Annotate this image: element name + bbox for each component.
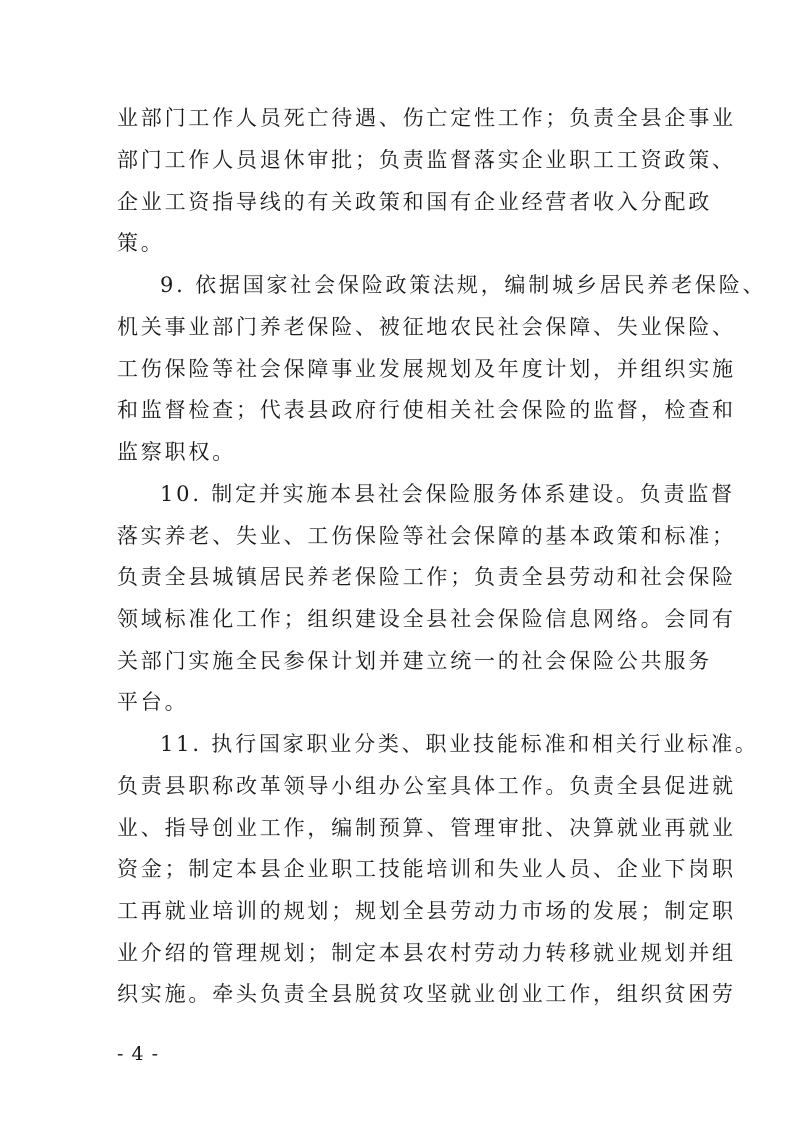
text-line: 落实养老、失业、工伤保险等社会保障的基本政策和标准； xyxy=(117,524,736,548)
text-line: 和监督检查；代表县政府行使相关社会保险的监督，检查和 xyxy=(117,398,736,422)
text-line: 业部门工作人员死亡待遇、伤亡定性工作；负责全县企事业 xyxy=(117,106,736,130)
text-line: 平台。 xyxy=(117,690,189,714)
text-line: 部门工作人员退休审批；负责监督落实企业职工工资政策、 xyxy=(117,148,736,172)
text-line: 监察职权。 xyxy=(117,440,236,464)
text-line: 机关事业部门养老保险、被征地农民社会保障、失业保险、 xyxy=(117,315,736,339)
paragraph-11-first-line: 11. 执行国家职业分类、职业技能标准和相关行业标准。 xyxy=(160,732,759,756)
text-line: 业介绍的管理规划；制定本县农村劳动力转移就业规划并组 xyxy=(117,941,736,965)
text-line: 负责县职称改革领导小组办公室具体工作。负责全县促进就 xyxy=(117,774,736,798)
text-line: 负责全县城镇居民养老保险工作；负责全县劳动和社会保险 xyxy=(117,565,736,589)
text-line: 工伤保险等社会保障事业发展规划及年度计划，并组织实施 xyxy=(117,357,736,381)
text-line: 工再就业培训的规划；规划全县劳动力市场的发展；制定职 xyxy=(117,899,736,923)
paragraph-9-first-line: 9. 依据国家社会保险政策法规，编制城乡居民养老保险、 xyxy=(160,273,767,297)
text-line: 企业工资指导线的有关政策和国有企业经营者收入分配政 xyxy=(117,190,712,214)
paragraph-10-first-line: 10. 制定并实施本县社会保险服务体系建设。负责监督 xyxy=(160,482,735,506)
text-line: 资金；制定本县企业职工技能培训和失业人员、企业下岗职 xyxy=(117,857,736,881)
text-line: 领域标准化工作；组织建设全县社会保险信息网络。会同有 xyxy=(117,607,736,631)
text-line: 业、指导创业工作，编制预算、管理审批、决算就业再就业 xyxy=(117,816,736,840)
text-line: 关部门实施全民参保计划并建立统一的社会保险公共服务 xyxy=(117,649,712,673)
text-line: 织实施。牵头负责全县脱贫攻坚就业创业工作，组织贫困劳 xyxy=(117,982,736,1006)
page-number: - 4 - xyxy=(117,1043,160,1065)
text-line: 策。 xyxy=(117,231,165,255)
